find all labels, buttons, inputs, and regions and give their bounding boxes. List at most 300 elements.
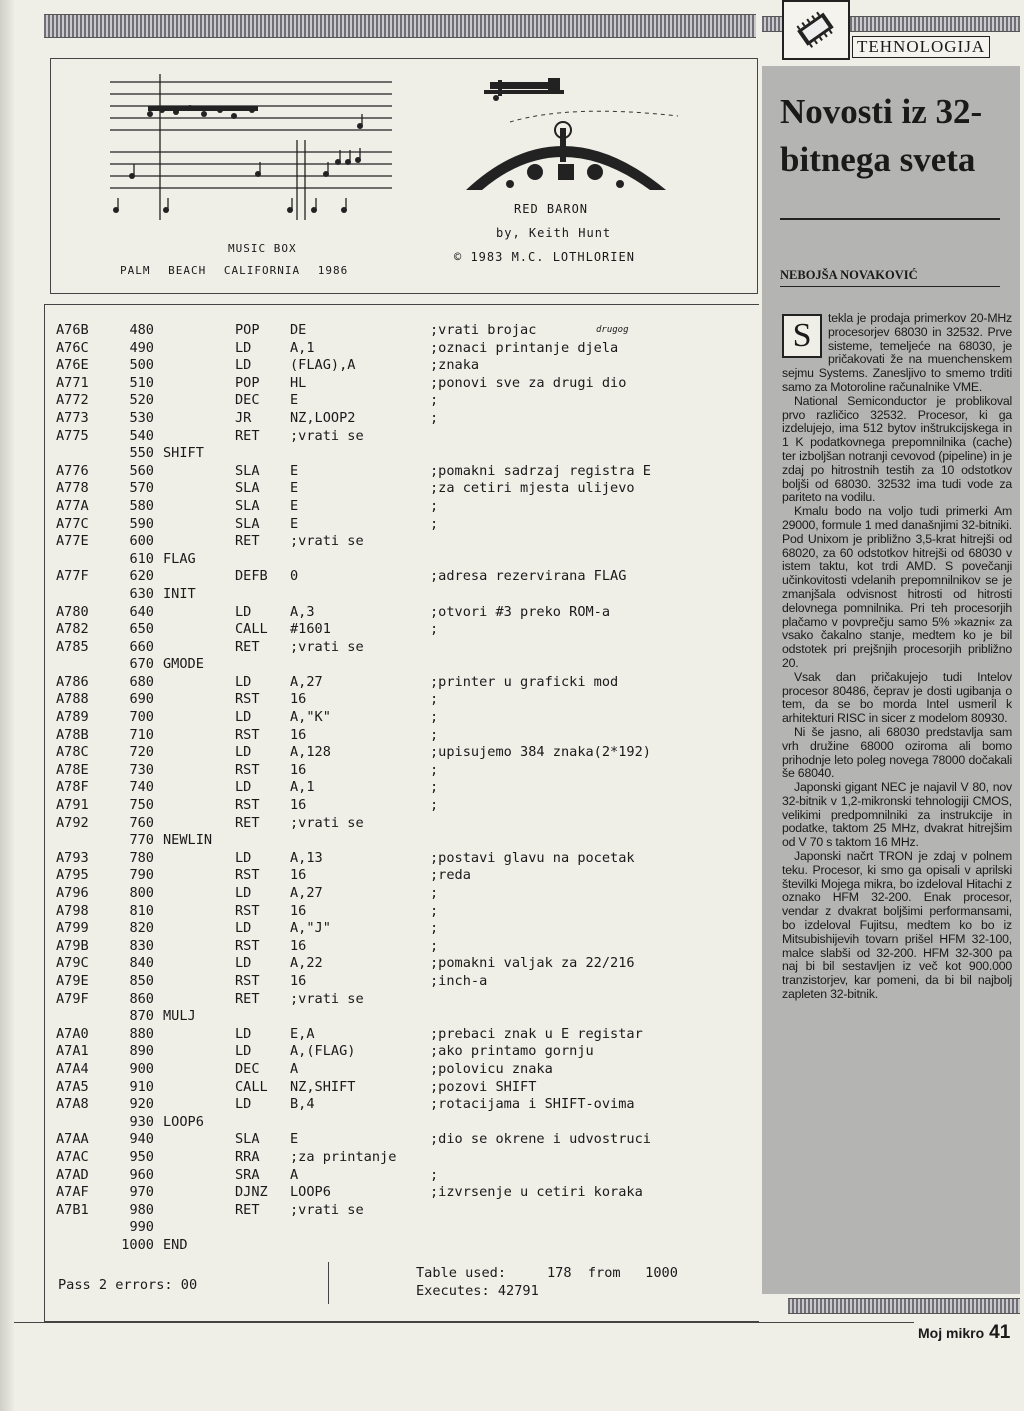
listing-line-number: 530 bbox=[129, 409, 154, 426]
listing-operand: A,128 bbox=[290, 744, 331, 761]
listing-opcode: RET bbox=[235, 427, 260, 444]
listing-operand: E,A bbox=[290, 1025, 315, 1042]
listing-address: A78B bbox=[56, 726, 89, 743]
listing-line-number: 720 bbox=[129, 744, 154, 761]
listing-row bbox=[50, 551, 758, 569]
listing-line-number: 890 bbox=[129, 1043, 154, 1060]
listing-line-number: 680 bbox=[129, 673, 154, 690]
listing-opcode: LD bbox=[235, 744, 252, 761]
listing-operand: E bbox=[290, 497, 299, 514]
listing-operand: ;vrati se bbox=[290, 990, 364, 1007]
listing-row bbox=[50, 779, 758, 797]
assembly-listing bbox=[50, 322, 758, 1254]
listing-label: MULJ bbox=[163, 1008, 196, 1025]
listing-operand: NZ,LOOP2 bbox=[290, 409, 356, 426]
listing-line-number: 830 bbox=[129, 937, 154, 954]
listing-line-number: 520 bbox=[129, 392, 154, 409]
listing-row bbox=[50, 1026, 758, 1044]
listing-line-number: 620 bbox=[129, 568, 154, 585]
listing-row bbox=[50, 533, 758, 551]
listing-address: A7AF bbox=[56, 1184, 89, 1201]
listing-comment: ;reda bbox=[430, 867, 471, 884]
listing-address: A76E bbox=[56, 357, 89, 374]
listing-opcode: POP bbox=[235, 322, 260, 338]
listing-operand: A,(FLAG) bbox=[290, 1043, 356, 1060]
listing-opcode: SLA bbox=[235, 497, 260, 514]
bottom-rule bbox=[14, 1322, 914, 1323]
listing-operand: E bbox=[290, 392, 299, 409]
listing-line-number: 510 bbox=[129, 374, 154, 391]
listing-line-number: 880 bbox=[129, 1025, 154, 1042]
red-baron-graphic bbox=[440, 72, 740, 197]
listing-opcode: RST bbox=[235, 797, 260, 814]
listing-operand: A,27 bbox=[290, 885, 323, 901]
listing-address: A7B1 bbox=[56, 1201, 89, 1218]
listing-comment: ;adresa rezervirana FLAG bbox=[430, 568, 627, 585]
listing-opcode: SLA bbox=[235, 462, 260, 479]
listing-opcode: POP bbox=[235, 374, 260, 391]
listing-operand: A,22 bbox=[290, 955, 323, 972]
red-baron-copyright: © 1983 M.C. LOTHLORIEN bbox=[454, 250, 635, 264]
listing-line-number: 760 bbox=[129, 814, 154, 831]
listing-address: A786 bbox=[56, 673, 89, 690]
listing-comment: ; bbox=[430, 920, 439, 937]
listing-label: LOOP6 bbox=[163, 1113, 204, 1130]
listing-opcode: LD bbox=[235, 779, 252, 796]
listing-comment: ;dio se okrene i udvostruci bbox=[430, 1131, 651, 1148]
listing-line-number: 800 bbox=[129, 885, 154, 901]
listing-row bbox=[50, 1043, 758, 1061]
listing-opcode: DEC bbox=[235, 392, 260, 409]
listing-address: A78E bbox=[56, 761, 89, 778]
listing-line-number: 920 bbox=[129, 1096, 154, 1113]
listing-row bbox=[50, 727, 758, 745]
listing-opcode: RST bbox=[235, 902, 260, 919]
listing-label: FLAG bbox=[163, 550, 196, 567]
listing-line-number: 750 bbox=[129, 797, 154, 814]
title-rule bbox=[780, 218, 1000, 220]
page-spine bbox=[0, 0, 14, 1411]
listing-operand: NZ,SHIFT bbox=[290, 1078, 356, 1095]
music-box-subtitle: PALM BEACH CALIFORNIA 1986 bbox=[120, 264, 349, 277]
red-baron-screen bbox=[440, 72, 740, 282]
listing-line-number: 690 bbox=[129, 691, 154, 708]
listing-line-number: 730 bbox=[129, 761, 154, 778]
listing-row bbox=[50, 639, 758, 657]
listing-row bbox=[50, 1219, 758, 1237]
listing-address: A795 bbox=[56, 867, 89, 884]
listing-opcode: SLA bbox=[235, 480, 260, 497]
listing-row bbox=[50, 762, 758, 780]
listing-row bbox=[50, 709, 758, 727]
listing-operand: A,"J" bbox=[290, 920, 331, 937]
listing-address: A79E bbox=[56, 972, 89, 989]
listing-line-number: 930 bbox=[129, 1113, 154, 1130]
listing-label: NEWLIN bbox=[163, 832, 213, 849]
music-box-screen bbox=[92, 70, 402, 280]
listing-row bbox=[50, 445, 758, 463]
listing-comment: ; bbox=[430, 937, 439, 954]
listing-opcode: SRA bbox=[235, 1166, 260, 1183]
listing-comment: ;pomakni valjak za 22/216 bbox=[430, 955, 635, 972]
listing-line-number: 490 bbox=[129, 339, 154, 356]
listing-row bbox=[50, 832, 758, 850]
listing-label: SHIFT bbox=[163, 445, 204, 462]
handwritten-note: drugog bbox=[596, 325, 629, 335]
listing-opcode: JR bbox=[235, 409, 252, 426]
page-footer bbox=[918, 1322, 1010, 1344]
listing-address: A79B bbox=[56, 937, 89, 954]
listing-opcode: LD bbox=[235, 1025, 252, 1042]
listing-address: A7A5 bbox=[56, 1078, 89, 1095]
listing-row bbox=[50, 1096, 758, 1114]
listing-address: A791 bbox=[56, 797, 89, 814]
listing-opcode: LD bbox=[235, 709, 252, 726]
listing-operand: 16 bbox=[290, 691, 307, 708]
article-title: Novosti iz 32-bitnega sveta bbox=[780, 92, 983, 179]
listing-address: A780 bbox=[56, 603, 89, 620]
listing-row bbox=[50, 955, 758, 973]
listing-opcode: RET bbox=[235, 533, 260, 550]
listing-line-number: 570 bbox=[129, 480, 154, 497]
listing-line-number: 960 bbox=[129, 1166, 154, 1183]
section-label: TEHNOLOGIJA bbox=[852, 36, 990, 58]
listing-row bbox=[50, 815, 758, 833]
listing-row bbox=[50, 516, 758, 534]
listing-line-number: 600 bbox=[129, 533, 154, 550]
listing-line-number: 500 bbox=[129, 357, 154, 374]
listing-line-number: 900 bbox=[129, 1060, 154, 1077]
listing-row bbox=[50, 586, 758, 604]
listing-comment: ; bbox=[430, 621, 439, 638]
listing-line-number: 810 bbox=[129, 902, 154, 919]
listing-address: A7AA bbox=[56, 1131, 89, 1148]
chip-icon bbox=[782, 0, 850, 60]
red-baron-byline: by, Keith Hunt bbox=[496, 226, 612, 240]
listing-operand: 16 bbox=[290, 937, 307, 954]
article-paragraph: Japonski gigant NEC je najavil V 80, nov 32-bitnik v 1,2-mikronski tehnologiji CMOS, velikimi predpomnilniki za instrukcije in podatke, taktom 25 MHz, dvakrat hitrejšim od V 70 s taktom 16 MHz. bbox=[782, 780, 1012, 850]
listing-operand: 16 bbox=[290, 972, 307, 989]
listing-opcode: RST bbox=[235, 691, 260, 708]
listing-opcode: RST bbox=[235, 761, 260, 778]
listing-comment: ; bbox=[430, 409, 439, 426]
listing-line-number: 990 bbox=[129, 1219, 154, 1236]
listing-comment: ;ponovi sve za drugi dio bbox=[430, 374, 627, 391]
music-staff-graphic bbox=[92, 70, 402, 230]
listing-address: A773 bbox=[56, 409, 89, 426]
listing-row bbox=[50, 621, 758, 639]
listing-operand: A,13 bbox=[290, 849, 323, 866]
listing-address: A7A0 bbox=[56, 1025, 89, 1042]
listing-address: A799 bbox=[56, 920, 89, 937]
listing-address: A77F bbox=[56, 568, 89, 585]
listing-opcode: RET bbox=[235, 638, 260, 655]
magazine-name: Moj mikro bbox=[918, 1325, 985, 1341]
listing-line-number: 740 bbox=[129, 779, 154, 796]
listing-line-number: 780 bbox=[129, 849, 154, 866]
page-number: 41 bbox=[989, 1322, 1011, 1343]
listing-opcode: CALL bbox=[235, 1078, 268, 1095]
listing-address: A771 bbox=[56, 374, 89, 391]
listing-comment: ; bbox=[430, 779, 439, 796]
listing-line-number: 590 bbox=[129, 515, 154, 532]
listing-line-number: 820 bbox=[129, 920, 154, 937]
listing-operand: #1601 bbox=[290, 621, 331, 638]
table-used: Table used: 178 from 1000 bbox=[416, 1265, 678, 1281]
listing-line-number: 710 bbox=[129, 726, 154, 743]
listing-address: A7A4 bbox=[56, 1060, 89, 1077]
listing-opcode: LD bbox=[235, 357, 252, 374]
music-box-title: MUSIC BOX bbox=[228, 242, 297, 255]
article-paragraph: Japonski načrt TRON je zdaj v polnem teku. Procesor, ki smo ga opisali v aprilski številki Mojega mikra, bo izdeloval Hitachi z oznako HFM 32-200. Enak procesor, vendar z dvakrat boljšimi performansami, bo izdeloval Fujitsu, medtem ko bo iz Mitsubishijevih tovarn prišel HFM 32-100, malce slabši od 32-200. HFM 32-300 pa naj bi bil sestavljen iz več kot 900.000 tranzistorjev, kar pomeni, da bi bil najbolj zapleten 32-bitnik. bbox=[782, 849, 1012, 1002]
listing-row bbox=[50, 797, 758, 815]
listing-line-number: 790 bbox=[129, 867, 154, 884]
listing-line-number: 640 bbox=[129, 603, 154, 620]
listing-row bbox=[50, 920, 758, 938]
listing-operand: E bbox=[290, 480, 299, 497]
listing-comment: ;znaka bbox=[430, 357, 480, 374]
listing-opcode: DJNZ bbox=[235, 1184, 268, 1201]
listing-operand: ;vrati se bbox=[290, 1201, 364, 1218]
listing-comment: ; bbox=[430, 797, 439, 814]
listing-comment: ;za cetiri mjesta ulijevo bbox=[430, 480, 635, 497]
listing-opcode: RST bbox=[235, 867, 260, 884]
listing-line-number: 950 bbox=[129, 1148, 154, 1165]
listing-line-number: 980 bbox=[129, 1201, 154, 1218]
listing-address: A796 bbox=[56, 885, 89, 901]
listing-line-number: 630 bbox=[129, 585, 154, 602]
listing-comment: ;postavi glavu na pocetak bbox=[430, 849, 635, 866]
listing-operand: A,3 bbox=[290, 603, 315, 620]
listing-address: A788 bbox=[56, 691, 89, 708]
listing-row bbox=[50, 410, 758, 428]
listing-address: A775 bbox=[56, 427, 89, 444]
article-paragraph: S tekla je prodaja primerkov 20-MHz procesorjev 68030 in 32532. Prve sisteme, temeljeće na 68030, je pričakovati že na muenchenskem sejmu Systems. Zanesljivo to smemo trditi samo za Motoroline računalnike VME. bbox=[782, 311, 1012, 394]
listing-line-number: 770 bbox=[129, 832, 154, 849]
listing-comment: ;pozovi SHIFT bbox=[430, 1078, 537, 1095]
listing-row bbox=[50, 498, 758, 516]
listing-operand: E bbox=[290, 462, 299, 479]
listing-opcode: SLA bbox=[235, 515, 260, 532]
listing-row bbox=[50, 850, 758, 868]
listing-line-number: 660 bbox=[129, 638, 154, 655]
top-decorative-bar bbox=[44, 14, 756, 38]
listing-row bbox=[50, 1079, 758, 1097]
listing-line-number: 870 bbox=[129, 1008, 154, 1025]
listing-operand: 16 bbox=[290, 867, 307, 884]
article-body bbox=[782, 312, 1012, 1002]
executes: Executes: 42791 bbox=[416, 1283, 539, 1299]
listing-row bbox=[50, 1202, 758, 1220]
listing-line-number: 850 bbox=[129, 972, 154, 989]
listing-opcode: LD bbox=[235, 1043, 252, 1060]
article-author: NEBOJŠA NOVAKOVIĆ bbox=[780, 268, 918, 282]
listing-comment: ; bbox=[430, 709, 439, 726]
listing-comment: ; bbox=[430, 691, 439, 708]
listing-address: A7AC bbox=[56, 1148, 89, 1165]
listing-address: A7AD bbox=[56, 1166, 89, 1183]
listing-operand: A,1 bbox=[290, 779, 315, 796]
listing-operand: ;vrati se bbox=[290, 814, 364, 831]
sidebar-bottom-bar bbox=[788, 1298, 1020, 1314]
listing-opcode: RET bbox=[235, 990, 260, 1007]
listing-address: A76B bbox=[56, 322, 89, 338]
listing-address: A793 bbox=[56, 849, 89, 866]
listing-row bbox=[50, 428, 758, 446]
listing-opcode: RST bbox=[235, 972, 260, 989]
listing-comment: ; bbox=[430, 726, 439, 743]
article-paragraph: Vsak dan pričakujejo tudi Intelov procesor 80486, čeprav je dosti ugibanja o tem, da se bo morda Intel usmeril k arhitekturi RISC in sicer z modelom 80930. bbox=[782, 669, 1012, 726]
listing-row bbox=[50, 375, 758, 393]
listing-line-number: 550 bbox=[129, 445, 154, 462]
listing-line-number: 480 bbox=[129, 322, 154, 338]
listing-opcode: LD bbox=[235, 673, 252, 690]
listing-row bbox=[50, 340, 758, 358]
listing-comment: ;printer u graficki mod bbox=[430, 673, 619, 690]
author-rule bbox=[780, 286, 1000, 287]
listing-opcode: LD bbox=[235, 955, 252, 972]
listing-address: A785 bbox=[56, 638, 89, 655]
listing-comment: ; bbox=[430, 392, 439, 409]
listing-opcode: LD bbox=[235, 885, 252, 901]
listing-operand: A bbox=[290, 1060, 299, 1077]
listing-address: A79C bbox=[56, 955, 89, 972]
listing-address: A77E bbox=[56, 533, 89, 550]
listing-comment: ;inch-a bbox=[430, 972, 488, 989]
listing-row bbox=[50, 480, 758, 498]
drop-cap: S bbox=[782, 314, 822, 358]
listing-operand: A,1 bbox=[290, 339, 315, 356]
listing-row bbox=[50, 674, 758, 692]
listing-opcode: RST bbox=[235, 726, 260, 743]
listing-row bbox=[50, 1149, 758, 1167]
listing-comment: ; bbox=[430, 1166, 439, 1183]
listing-row bbox=[50, 568, 758, 586]
listing-line-number: 840 bbox=[129, 955, 154, 972]
listing-operand: 16 bbox=[290, 902, 307, 919]
listing-opcode: SLA bbox=[235, 1131, 260, 1148]
listing-operand: HL bbox=[290, 374, 307, 391]
listing-row bbox=[50, 1237, 758, 1255]
listing-row bbox=[50, 1008, 758, 1026]
listing-row bbox=[50, 1184, 758, 1202]
listing-row bbox=[50, 691, 758, 709]
listing-operand: ;vrati se bbox=[290, 533, 364, 550]
listing-address: A782 bbox=[56, 621, 89, 638]
listing-comment: ;prebaci znak u E registar bbox=[430, 1025, 643, 1042]
listing-opcode: DEFB bbox=[235, 568, 268, 585]
listing-operand: LOOP6 bbox=[290, 1184, 331, 1201]
listing-operand: (FLAG),A bbox=[290, 357, 356, 374]
listing-opcode: LD bbox=[235, 1096, 252, 1113]
listing-operand: DE bbox=[290, 322, 307, 338]
listing-operand: E bbox=[290, 515, 299, 532]
listing-row bbox=[50, 1114, 758, 1132]
red-baron-title: RED BARON bbox=[514, 202, 589, 216]
listing-comment: ; bbox=[430, 515, 439, 532]
article-paragraph: Kmalu bodo na voljo tudi primerki Am 29000, formule 1 med današnjimi 32-bitniki. Pod Unixom je približno 3,5-krat hitrejši od 68020, za 60 odstotkov hitrejši od 68030 v istem taktu, kot trdi AMD. S povečanji učinkovitosti vdelanih prepomnilnikov se je zmanjšala odvisnost hitrosti od hitrosti delovnega pomnilnika. Pri teh procesorjih plačamo v povprečju samo 5% »kazni« za vsako čakalno stanje, medtem ko je bil odstotek pri prejšnjih procesorjih približno 20. bbox=[782, 504, 1012, 670]
listing-row bbox=[50, 1061, 758, 1079]
listing-opcode: RET bbox=[235, 814, 260, 831]
listing-row bbox=[50, 1131, 758, 1149]
listing-row bbox=[50, 1167, 758, 1185]
listing-row bbox=[50, 357, 758, 375]
listing-comment: ; bbox=[430, 761, 439, 778]
listing-opcode: LD bbox=[235, 920, 252, 937]
listing-row bbox=[50, 867, 758, 885]
listing-comment: ;upisujemo 384 znaka(2*192) bbox=[430, 744, 651, 761]
listing-row bbox=[50, 885, 758, 903]
listing-comment: ;vrati brojac bbox=[430, 322, 537, 338]
listing-opcode: RRA bbox=[235, 1148, 260, 1165]
listing-opcode: DEC bbox=[235, 1060, 260, 1077]
listing-operand: A,"K" bbox=[290, 709, 331, 726]
listing-comment: ;izvrsenje u cetiri koraka bbox=[430, 1184, 643, 1201]
listing-address: A78F bbox=[56, 779, 89, 796]
listing-row bbox=[50, 973, 758, 991]
listing-opcode: LD bbox=[235, 603, 252, 620]
article-paragraph: National Semiconductor je problikoval prvo različico 32532. Procesor, ki ga izdelujejo, ima 512 bytov inštrukcijskega in 1 K podatkovnega prepomnilnika (cache) ter izboljšan notranji cevovod (pipeline) in je zdaj po hitrostnih testih za 10 odstotkov boljši od 68030. 32532 ima tudi vode za pariteto na vodilu. bbox=[782, 393, 1012, 505]
listing-operand: 16 bbox=[290, 726, 307, 743]
listing-operand: E bbox=[290, 1131, 299, 1148]
listing-comment: ;rotacijama i SHIFT-ovima bbox=[430, 1096, 635, 1113]
listing-row bbox=[50, 322, 758, 340]
listing-line-number: 940 bbox=[129, 1131, 154, 1148]
listing-operand: 0 bbox=[290, 568, 299, 585]
listing-divider bbox=[328, 1262, 329, 1304]
listing-address: A792 bbox=[56, 814, 89, 831]
listing-row bbox=[50, 392, 758, 410]
listing-opcode: CALL bbox=[235, 621, 268, 638]
listing-address: A77A bbox=[56, 497, 89, 514]
listing-comment: ;polovicu znaka bbox=[430, 1060, 553, 1077]
listing-operand: 16 bbox=[290, 797, 307, 814]
listing-row bbox=[50, 604, 758, 622]
listing-opcode: LD bbox=[235, 339, 252, 356]
listing-address: A789 bbox=[56, 709, 89, 726]
listing-address: A778 bbox=[56, 480, 89, 497]
listing-line-number: 540 bbox=[129, 427, 154, 444]
listing-address: A7A8 bbox=[56, 1096, 89, 1113]
listing-line-number: 670 bbox=[129, 656, 154, 673]
listing-comment: ; bbox=[430, 902, 439, 919]
listing-operand: ;vrati se bbox=[290, 638, 364, 655]
listing-line-number: 970 bbox=[129, 1184, 154, 1201]
listing-row bbox=[50, 938, 758, 956]
listing-label: GMODE bbox=[163, 656, 204, 673]
listing-operand: B,4 bbox=[290, 1096, 315, 1113]
listing-address: A772 bbox=[56, 392, 89, 409]
listing-operand: 16 bbox=[290, 761, 307, 778]
listing-comment: ;ako printamo gornju bbox=[430, 1043, 594, 1060]
listing-comment: ; bbox=[430, 885, 439, 901]
listing-address: A776 bbox=[56, 462, 89, 479]
listing-operand: A,27 bbox=[290, 673, 323, 690]
listing-line-number: 910 bbox=[129, 1078, 154, 1095]
listing-opcode: RET bbox=[235, 1201, 260, 1218]
listing-comment: ;pomakni sadrzaj registra E bbox=[430, 462, 651, 479]
listing-line-number: 700 bbox=[129, 709, 154, 726]
listing-label: INIT bbox=[163, 585, 196, 602]
listing-line-number: 560 bbox=[129, 462, 154, 479]
listing-row bbox=[50, 903, 758, 921]
listing-comment: ;otvori #3 preko ROM-a bbox=[430, 603, 611, 620]
article-paragraph: Ni še jasno, ali 68030 predstavlja sam vrh družine 68000 oziroma ali bomo prihodnje leto poleg novega 78000 dočakali še 68040. bbox=[782, 724, 1012, 781]
listing-row bbox=[50, 463, 758, 481]
listing-comment: ;oznaci printanje djela bbox=[430, 339, 619, 356]
listing-line-number: 610 bbox=[129, 550, 154, 567]
listing-operand: ;za printanje bbox=[290, 1148, 397, 1165]
